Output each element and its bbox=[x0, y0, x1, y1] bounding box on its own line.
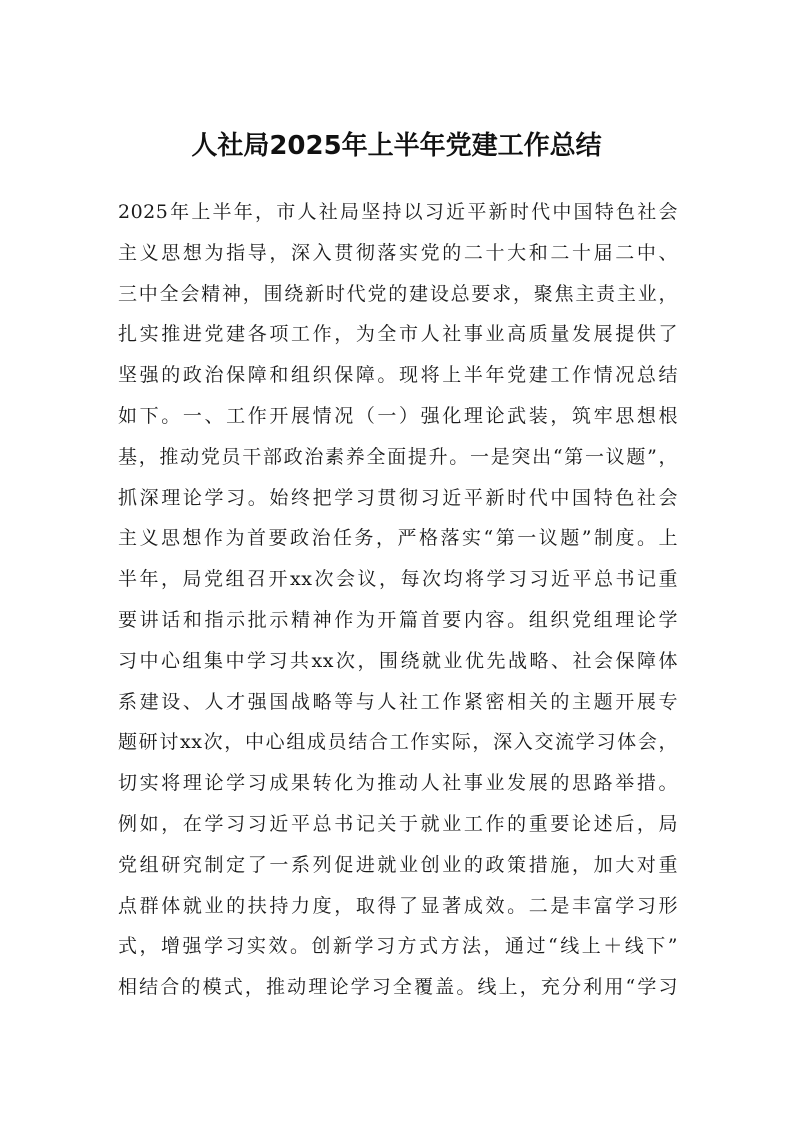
paragraph-line: 主义思想作为首要政治任务，严格落实“第一议题”制度。上 bbox=[118, 527, 678, 550]
paragraph-line: 点群体就业的扶持力度，取得了显著成效。二是丰富学习形 bbox=[118, 894, 678, 917]
paragraph-line: 如下。一、工作开展情况（一）强化理论武装，筑牢思想根 bbox=[118, 404, 678, 427]
document-body bbox=[118, 192, 678, 1008]
paragraph-line: 抓深理论学习。始终把学习贯彻习近平新时代中国特色社会 bbox=[118, 486, 678, 509]
paragraph-line: 系建设、人才强国战略等与人社工作紧密相关的主题开展专 bbox=[118, 690, 678, 713]
paragraph-line: 基，推动党员干部政治素养全面提升。一是突出“第一议题”， bbox=[118, 445, 678, 468]
paragraph-line: 党组研究制定了一系列促进就业创业的政策措施，加大对重 bbox=[118, 853, 678, 876]
paragraph-line: 半年，局党组召开xx次会议，每次均将学习习近平总书记重 bbox=[118, 568, 678, 591]
paragraph-line: 相结合的模式，推动理论学习全覆盖。线上，充分利用“学习 bbox=[118, 976, 678, 999]
document-title: 人社局2025年上半年党建工作总结 bbox=[191, 131, 602, 161]
paragraph-line: 坚强的政治保障和组织保障。现将上半年党建工作情况总结 bbox=[118, 364, 678, 387]
paragraph-line: 习中心组集中学习共xx次，围绕就业优先战略、社会保障体 bbox=[118, 649, 678, 672]
paragraph-line: 主义思想为指导，深入贯彻落实党的二十大和二十届二中、 bbox=[118, 241, 678, 264]
paragraph-line: 扎实推进党建各项工作，为全市人社事业高质量发展提供了 bbox=[118, 323, 678, 346]
paragraph-line: 切实将理论学习成果转化为推动人社事业发展的思路举措。 bbox=[118, 772, 678, 795]
paragraph-line: 2025年上半年，市人社局坚持以习近平新时代中国特色社会 bbox=[118, 201, 678, 223]
paragraph-line: 要讲话和指示批示精神作为开篇首要内容。组织党组理论学 bbox=[118, 608, 678, 631]
paragraph-line: 三中全会精神，围绕新时代党的建设总要求，聚焦主责主业， bbox=[118, 282, 678, 305]
paragraph-line: 式，增强学习实效。创新学习方式方法，通过“线上＋线下” bbox=[118, 935, 678, 958]
paragraph-line: 例如，在学习习近平总书记关于就业工作的重要论述后，局 bbox=[118, 812, 678, 835]
paragraph-line: 题研讨xx次，中心组成员结合工作实际，深入交流学习体会， bbox=[118, 731, 678, 754]
